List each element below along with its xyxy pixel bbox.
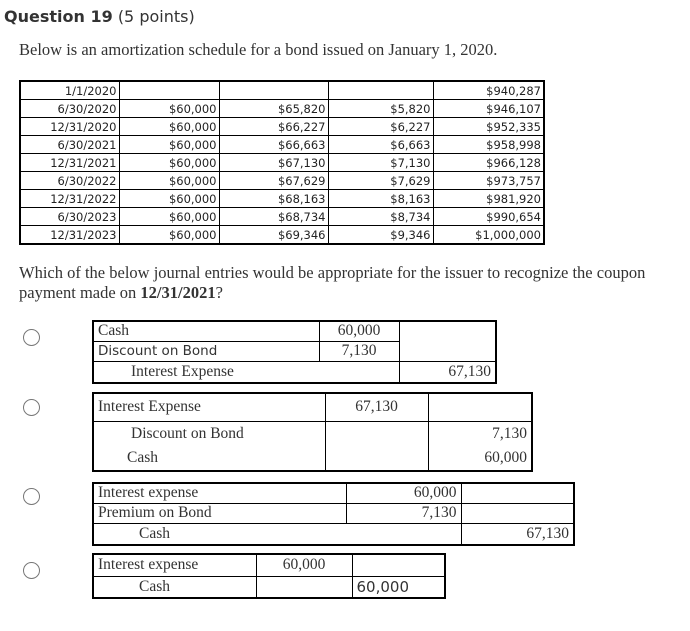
option-d-entry xyxy=(92,553,446,599)
schedule-cell: 6/30/2021 xyxy=(20,136,119,154)
schedule-cell: $60,000 xyxy=(119,100,219,118)
question-intro: Below is an amortization schedule for a bond issued on January 1, 2020. xyxy=(19,40,498,59)
schedule-cell: $60,000 xyxy=(119,154,219,172)
option-b-entry xyxy=(92,392,533,472)
prompt-end: ? xyxy=(215,283,223,302)
schedule-cell: $69,346 xyxy=(219,226,328,245)
schedule-cell: $973,757 xyxy=(433,172,544,190)
option-a-account-3: Interest Expense xyxy=(93,361,399,383)
option-b-account-2: Discount on Bond xyxy=(93,421,325,446)
option-d-debit-1: 60,000 xyxy=(256,554,352,576)
schedule-cell: $958,998 xyxy=(433,136,544,154)
schedule-row xyxy=(20,100,544,118)
schedule-cell: $6,663 xyxy=(328,136,433,154)
schedule-cell: $1,000,000 xyxy=(433,226,544,245)
schedule-cell: $66,227 xyxy=(219,118,328,136)
schedule-cell: $8,163 xyxy=(328,190,433,208)
schedule-cell: $6,227 xyxy=(328,118,433,136)
schedule-row xyxy=(20,226,544,245)
option-b-credit-2: 7,130 xyxy=(428,421,532,446)
schedule-cell xyxy=(328,81,433,100)
prompt-date: 12/31/2021 xyxy=(140,283,216,302)
question-header xyxy=(4,7,195,26)
schedule-cell: $940,287 xyxy=(433,81,544,100)
option-b-account-3: Cash xyxy=(93,446,325,471)
schedule-row xyxy=(20,136,544,154)
schedule-cell: 6/30/2023 xyxy=(20,208,119,226)
schedule-cell: $66,663 xyxy=(219,136,328,154)
schedule-cell xyxy=(119,81,219,100)
schedule-row xyxy=(20,190,544,208)
schedule-row xyxy=(20,172,544,190)
schedule-row xyxy=(20,154,544,172)
schedule-cell: $7,130 xyxy=(328,154,433,172)
option-c-credit-3: 67,130 xyxy=(461,523,574,545)
option-a-radio[interactable] xyxy=(23,329,40,346)
option-a-account-1: Cash xyxy=(93,321,319,341)
option-b-account-1: Interest Expense xyxy=(93,393,325,421)
schedule-cell: $981,920 xyxy=(433,190,544,208)
option-a-debit-2: 7,130 xyxy=(319,341,399,361)
option-d-account-1: Interest expense xyxy=(93,554,256,576)
option-d-account-2: Cash xyxy=(93,576,256,598)
schedule-cell: 6/30/2020 xyxy=(20,100,119,118)
option-c-radio[interactable] xyxy=(23,488,40,505)
schedule-cell: $68,734 xyxy=(219,208,328,226)
option-b-debit-1: 67,130 xyxy=(325,393,428,421)
schedule-cell xyxy=(219,81,328,100)
schedule-cell: $946,107 xyxy=(433,100,544,118)
schedule-cell: 12/31/2020 xyxy=(20,118,119,136)
schedule-cell: $60,000 xyxy=(119,208,219,226)
option-c-debit-1: 60,000 xyxy=(346,483,461,503)
option-d-credit-2: 60,000 xyxy=(352,576,445,598)
option-b-credit-3: 60,000 xyxy=(428,446,532,471)
option-c-debit-2: 7,130 xyxy=(346,503,461,523)
question-points: (5 points) xyxy=(117,7,195,26)
schedule-cell: $60,000 xyxy=(119,172,219,190)
schedule-cell: 1/1/2020 xyxy=(20,81,119,100)
schedule-cell: $60,000 xyxy=(119,118,219,136)
schedule-cell: $67,130 xyxy=(219,154,328,172)
option-d-radio[interactable] xyxy=(23,562,40,579)
option-c-entry xyxy=(92,482,575,546)
schedule-cell: $65,820 xyxy=(219,100,328,118)
option-a-account-2: Discount on Bond xyxy=(93,341,319,361)
option-c-account-2: Premium on Bond xyxy=(93,503,346,523)
schedule-cell: $60,000 xyxy=(119,190,219,208)
schedule-cell: $8,734 xyxy=(328,208,433,226)
option-b-radio[interactable] xyxy=(23,399,40,416)
amortization-schedule xyxy=(19,80,545,245)
schedule-cell: 12/31/2022 xyxy=(20,190,119,208)
schedule-cell: $67,629 xyxy=(219,172,328,190)
schedule-row xyxy=(20,81,544,100)
question-prompt xyxy=(19,263,659,303)
schedule-cell: $9,346 xyxy=(328,226,433,245)
schedule-cell: $7,629 xyxy=(328,172,433,190)
schedule-cell: $68,163 xyxy=(219,190,328,208)
prompt-text: Which of the below journal entries would be appropriate for the issuer to recognize the coupon payment made on xyxy=(19,263,646,302)
schedule-cell: $952,335 xyxy=(433,118,544,136)
schedule-cell: 12/31/2023 xyxy=(20,226,119,245)
schedule-row xyxy=(20,118,544,136)
schedule-cell: $990,654 xyxy=(433,208,544,226)
schedule-cell: $966,128 xyxy=(433,154,544,172)
option-c-account-1: Interest expense xyxy=(93,483,346,503)
schedule-cell: $5,820 xyxy=(328,100,433,118)
schedule-row xyxy=(20,208,544,226)
question-title: Question 19 xyxy=(4,7,113,26)
option-c-account-3: Cash xyxy=(93,523,461,545)
option-a-credit-3: 67,130 xyxy=(399,361,496,383)
option-a-debit-1: 60,000 xyxy=(319,321,399,341)
option-a-entry xyxy=(92,320,497,384)
schedule-cell: $60,000 xyxy=(119,226,219,245)
schedule-cell: 6/30/2022 xyxy=(20,172,119,190)
schedule-cell: 12/31/2021 xyxy=(20,154,119,172)
schedule-cell: $60,000 xyxy=(119,136,219,154)
